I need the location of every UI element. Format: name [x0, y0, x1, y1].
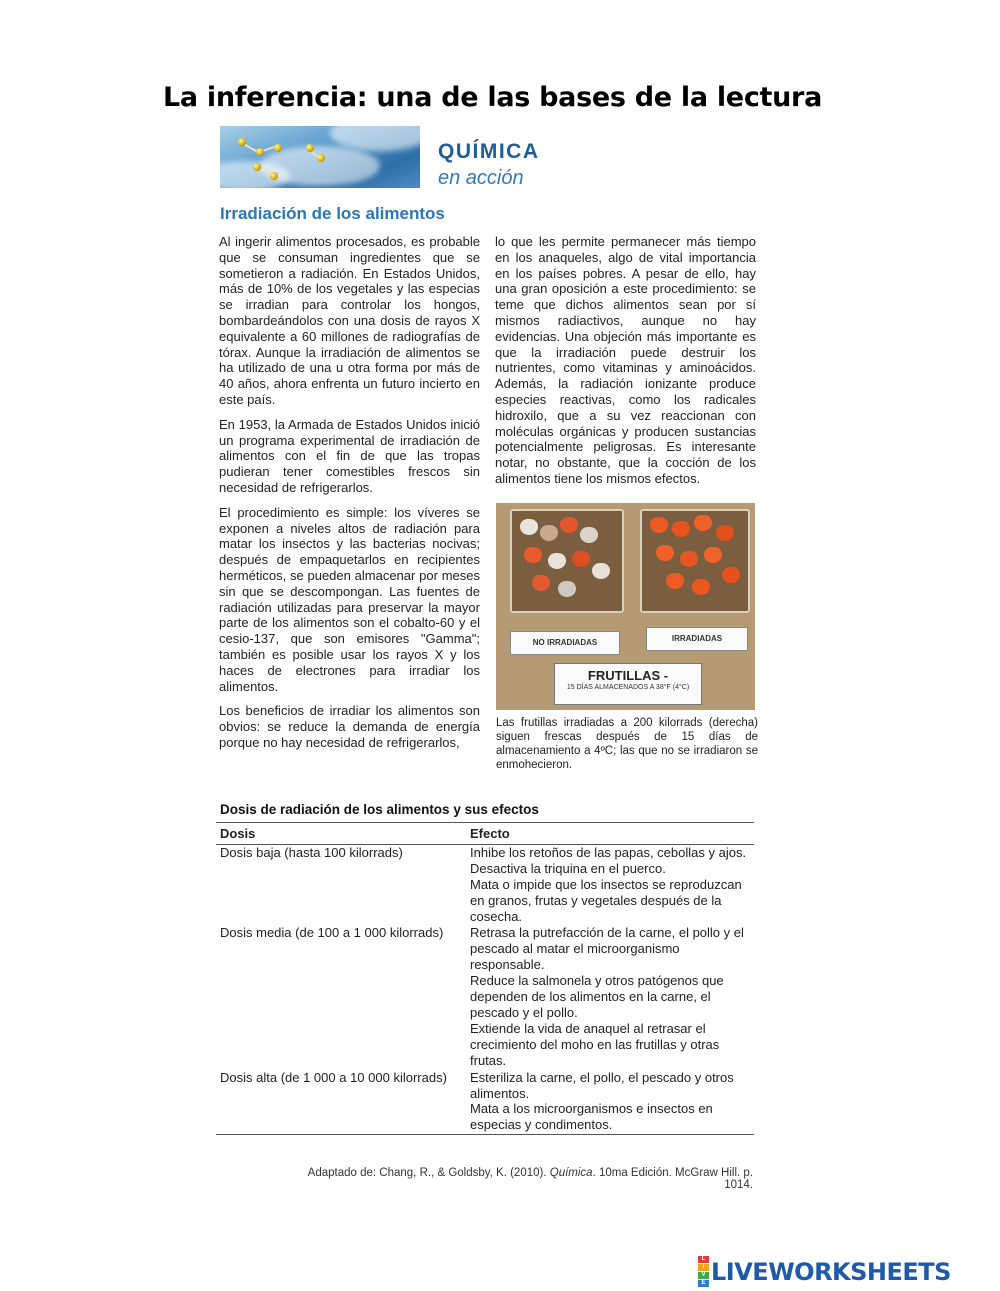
article-title: Irradiación de los alimentos [220, 204, 445, 223]
effect-item: Inhibe los retoños de las papas, cebollas y ajos. [470, 844, 747, 860]
label-card-not-irradiated: NO IRRADIADAS [510, 631, 620, 655]
liveworksheets-logo[interactable] [698, 1256, 951, 1287]
effect-cell [466, 844, 754, 925]
table-row [216, 844, 754, 925]
effect-item: Mata a los microorganismos e insectos en especias y condimentos. [470, 1101, 713, 1133]
strawberries-title-card [554, 663, 702, 705]
molecule-atom-icon [274, 144, 282, 152]
table-title: Dosis de radiación de los alimentos y sus efectos [220, 802, 539, 817]
section-subtitle: en acción [438, 167, 524, 189]
effect-item: Extiende la vida de anaquel al retrasar el crecimiento del moho en las frutillas y otras frutas. [470, 1020, 720, 1068]
card-title: FRUTILLAS - [587, 668, 669, 683]
strawberries-photo [496, 503, 755, 710]
effect-item: Reduce la salmonela y otros patógenos que dependen de los alimentos en la carne, el pescado y el pollo. [470, 973, 724, 1020]
table-row [216, 1070, 754, 1135]
dose-cell: Dosis baja (hasta 100 kilorrads) [220, 844, 403, 860]
article-paragraph: El procedimiento es simple: los víveres se exponen a niveles altos de radiación para matar los insectos y las bacterias nocivas; después de empaquetarlos en recipientes herméticos, se pueden almacenar por meses sin que se descompongan. Las fuentes de radiación utilizadas para preservar la mayor parte de los alimentos son el cobalto-60 y el cesio-137, que son emisores "Gamma"; también es posible usar los rayos X y los haces de electrones para irradiar los alimentos. [219, 504, 480, 694]
dose-cell: Dosis alta (de 1 000 a 10 000 kilorrads) [220, 1069, 447, 1085]
article-paragraph: Al ingerir alimentos procesados, es probable que se consuman ingredientes que se sometieron a radiación. En Estados Unidos, más de 10% de los vegetales y las especias se irradian para controlar los hongos, bombardeándolos con una dosis de rayos X equivalente a 60 millones de radiografías de tórax. Aunque la irradiación de alimentos se ha utilizado de una u otra forma por más de 40 años, ahora enfrenta un futuro incierto en este país. [219, 234, 480, 407]
molecule-atom-icon [306, 144, 314, 152]
effect-item: Esteriliza la carne, el pollo, el pescado y otros alimentos. [470, 1069, 734, 1101]
molecule-atom-icon [238, 138, 246, 146]
effect-cell [466, 1070, 754, 1135]
liveworksheets-logo-text: LIVEWORKSHEETS [711, 1257, 951, 1286]
molecule-atom-icon [270, 172, 278, 180]
citation-book-title: Química [549, 1167, 593, 1179]
table-row [216, 925, 754, 1069]
citation [290, 1167, 753, 1191]
logo-letter: E [698, 1280, 709, 1287]
logo-letter: V [698, 1272, 709, 1279]
label-card-irradiated: IRRADIADAS [646, 627, 748, 651]
dose-table [216, 822, 754, 1135]
molecule-atom-icon [256, 148, 264, 156]
card-subtitle: 15 DÍAS ALMACENADOS A 38°F (4°C) [566, 684, 690, 691]
table-header-row [216, 823, 754, 845]
molecule-atom-icon [253, 163, 261, 171]
article-paragraph: En 1953, la Armada de Estados Unidos inició un programa experimental de irradiación de alimentos con el fin de que las tropas pudieran tener comestibles frescos sin necesidad de refrigerarlos. [219, 416, 480, 495]
page-title: La inferencia: una de las bases de la lectura [163, 82, 822, 114]
citation-text-end: . 10ma Edición. McGraw Hill. p. 1014. [592, 1167, 753, 1191]
effect-cell [466, 925, 754, 1069]
logo-letter: I [698, 1264, 709, 1271]
header-banner-image [220, 126, 420, 188]
article-right-column [495, 234, 756, 496]
dose-cell: Dosis media (de 100 a 1 000 kilorrads) [220, 925, 444, 941]
citation-text: Adaptado de: Chang, R., & Goldsby, K. (2010). [307, 1167, 550, 1179]
logo-letter: L [698, 1256, 709, 1263]
article-paragraph: Los beneficios de irradiar los alimentos son obvios: se reduce la demanda de energía porque no hay necesidad de refrigerarlos, [219, 703, 480, 750]
effect-item: Mata o impide que los insectos se reproduzcan en granos, frutas y vegetales después de la cosecha. [470, 876, 742, 924]
photo-caption: Las frutillas irradiadas a 200 kilorrads (derecha) siguen frescas después de 15 días de almacenamiento a 4ºC; las que no se irradiaron se enmohecieron. [496, 717, 758, 771]
article-paragraph: lo que les permite permanecer más tiempo en los anaqueles, algo de vital importancia en los países pobres. A pesar de ello, hay una gran oposición a este procedimiento: se teme que dichos alimentos sean por sí mismos radiactivos, aunque no hay evidencias. Una objeción más importante es que la irradiación puede destruir los nutrientes, como vitaminas y aminoácidos. Además, la radiación ionizante produce especies reactivas, como los radicales hidroxilo, que a su vez reaccionan con moléculas orgánicas y producen sustancias potencialmente peligrosas. Es interesante notar, no obstante, que la cocción de los alimentos tiene los mismos efectos. [495, 234, 756, 486]
section-name: QUÍMICA [438, 140, 540, 163]
liveworksheets-logo-icon [698, 1256, 709, 1287]
article-left-column [219, 234, 480, 760]
molecule-atom-icon [317, 154, 325, 162]
effect-item: Retrasa la putrefacción de la carne, el pollo y el pescado al matar el microorganismo responsable. [470, 925, 744, 973]
effect-item: Desactiva la triquina en el puerco. [470, 860, 666, 876]
column-header-dose: Dosis [216, 823, 466, 845]
column-header-effect: Efecto [466, 823, 754, 845]
